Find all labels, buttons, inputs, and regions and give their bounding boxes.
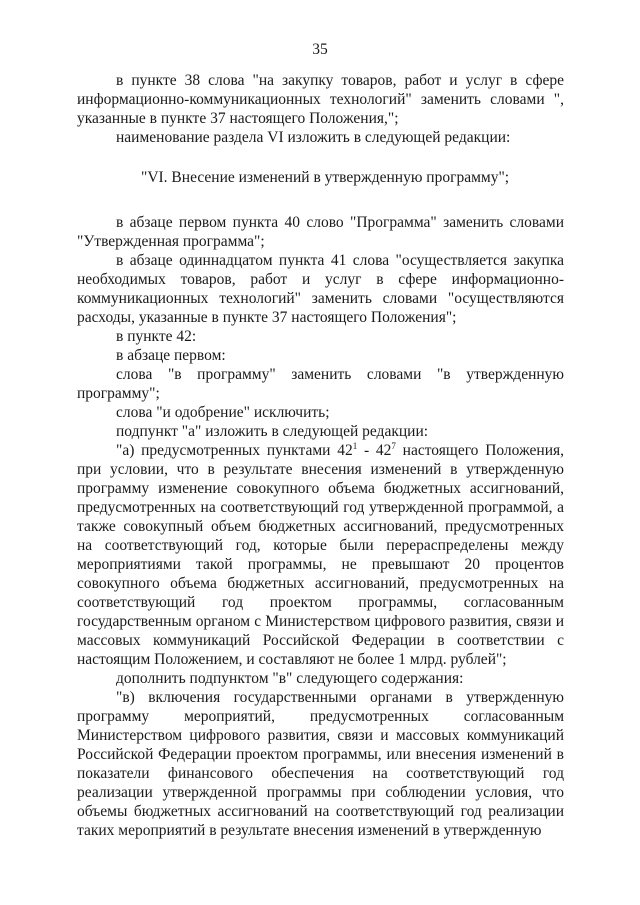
paragraph-subpoint-a-text: [77, 441, 564, 669]
section-heading-quote: "VI. Внесение изменений в утвержденную программу";: [141, 169, 510, 186]
paragraph-first-subparagraph: в абзаце первом:: [116, 347, 226, 364]
paragraph-words-exclude: слова "и одобрение" исключить;: [116, 404, 330, 421]
paragraph-subpoint-a-intro: подпункт "а" изложить в следующей редакции:: [116, 423, 429, 440]
document-body: [77, 71, 564, 840]
page-number: 35: [312, 41, 328, 58]
paragraph-subpoint-v-text: "в) включения государственными органами в утвержденную программу мероприятий, предусмотренных согласованным Министерством цифрового развития, связи и массовых коммуникаций Российской Федерации проектом программы, или внесения изменений в показатели финансового обеспечения на соответствующий год реализации утвержденной программы при соблюдении условия, что объемы бюджетных ассигнований на соответствующий год реализации таких мероприятий в результате внесения изменений в утвержденную: [77, 689, 564, 839]
paragraph-item-42: в пункте 42:: [116, 328, 197, 345]
paragraph-words-replace: слова "в программу" заменить словами "в утвержденную программу";: [77, 366, 564, 402]
subpoint-a-after: настоящего Положения, при условии, что в результате внесения изменений в утвержденную программу изменение совокупного объема бюджетных ассигнований, предусмотренных на соответствующий год утвержденной программой, а также совокупный объем бюджетных ассигнований, предусмотренных на соответствующий год, которые были перераспределены между мероприятиями такой программы, не превышают 20 процентов совокупного объема бюджетных ассигнований, предусмотренных на соответствующий год проектом программы, согласованным государственным органом с Министерством цифрового развития, связи и массовых коммуникаций Российской Федерации в соответствии с настоящим Положением, и составляют не более 1 млрд. рублей";: [77, 442, 565, 668]
paragraph-subpoint-v-intro: дополнить подпунктом "в" следующего содержания:: [116, 670, 464, 687]
superscript-1: 1: [352, 441, 358, 451]
subpoint-a-dash: - 42: [357, 442, 392, 459]
subpoint-a-before: "а) предусмотренных пунктами 42: [116, 442, 353, 459]
paragraph-item-40: в абзаце первом пункта 40 слово "Программа" заменить словами "Утвержденная программа";: [77, 214, 564, 250]
paragraph-item-41: в абзаце одиннадцатом пункта 41 слова "осуществляется закупка необходимых товаров, работ и услуг в сфере информационно-коммуникационных технологий" заменить словами "осуществляются расходы, указанные в пункте 37 настоящего Положения";: [77, 252, 564, 326]
paragraph-section-vi-rename: наименование раздела VI изложить в следующей редакции:: [116, 129, 511, 146]
paragraph-item-38: в пункте 38 слова "на закупку товаров, работ и услуг в сфере информационно-коммуникационных технологий" заменить словами ", указанные в пункте 37 настоящего Положения,";: [77, 72, 564, 127]
superscript-7: 7: [391, 441, 396, 451]
